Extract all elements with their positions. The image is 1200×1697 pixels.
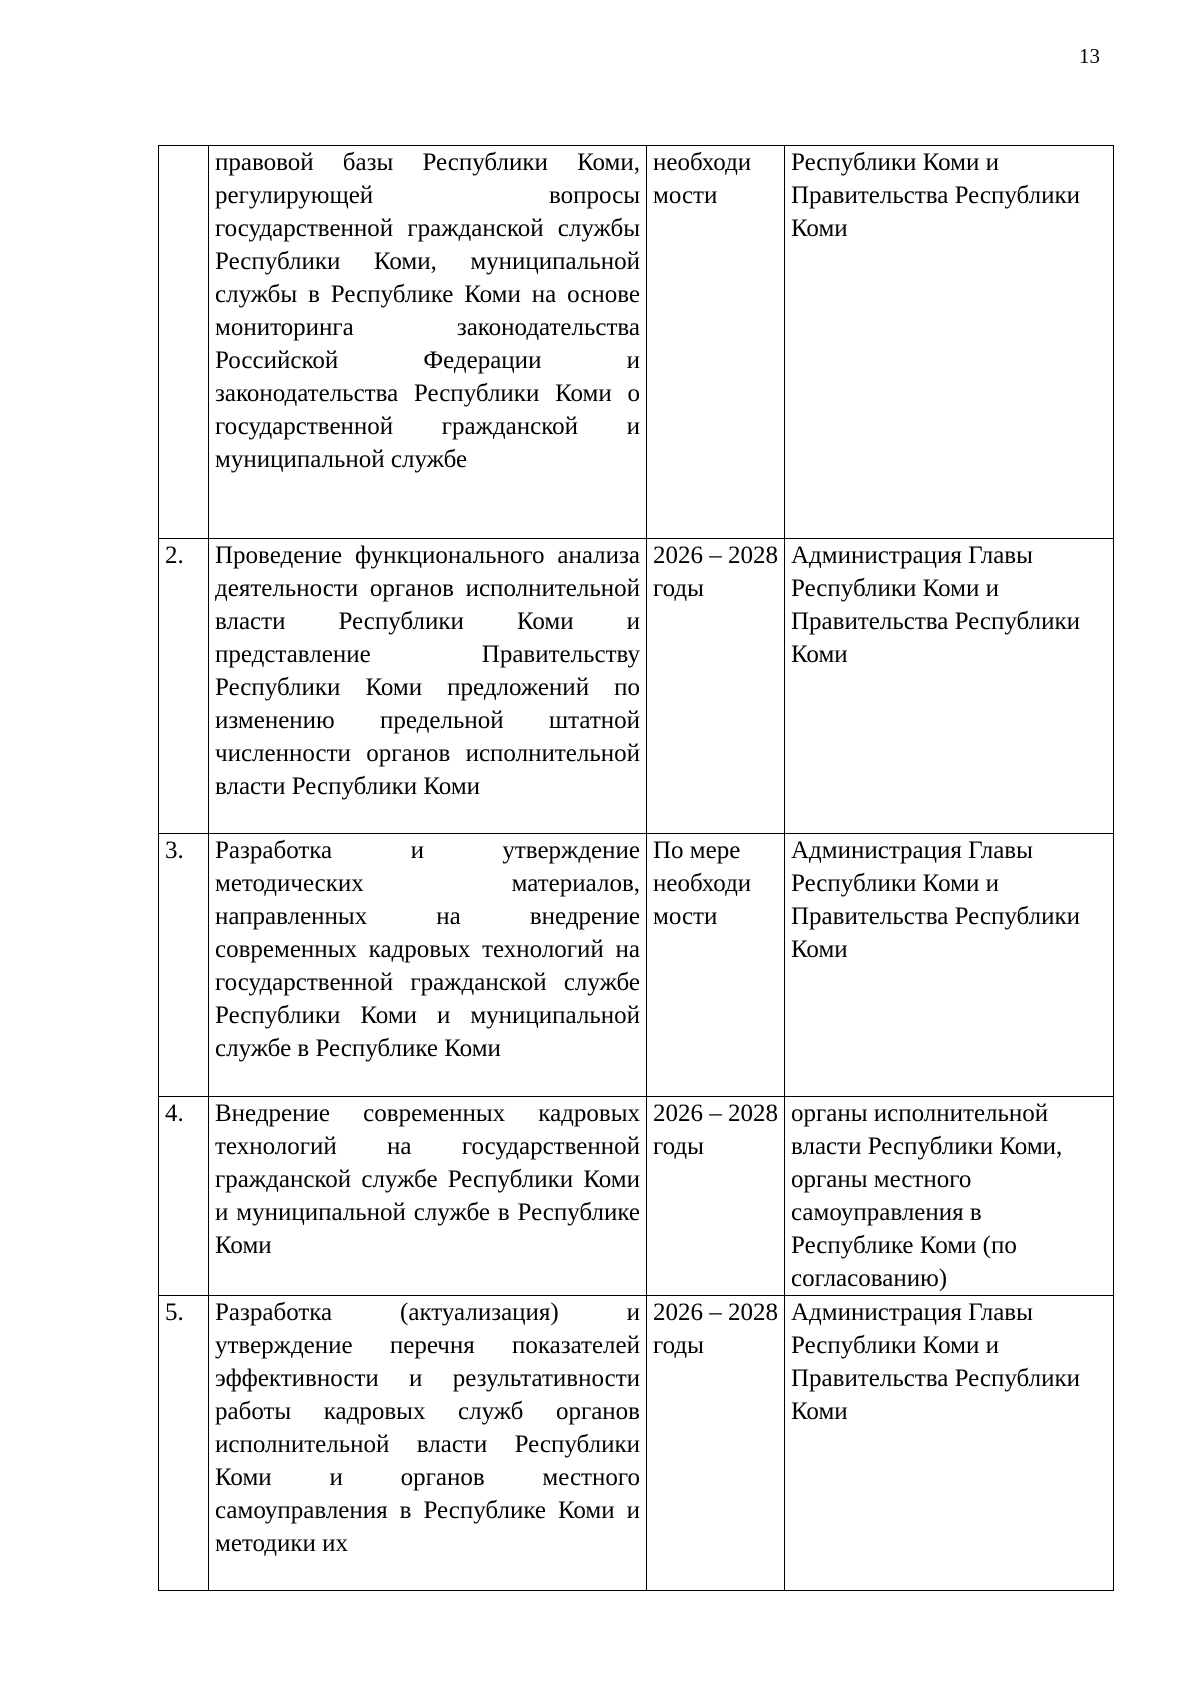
table-row (159, 834, 1114, 1097)
measure-text: правовой базы Республики Коми, регулирующей вопросы государственной гражданской службы Республики Коми, муниципальной службы в Республике Коми на основе мониторинга законодательства Российской Федерации и законодательства Республики Коми о государственной гражданской и муниципальной службе (209, 146, 647, 539)
executor-text: Республики Коми и Правительства Республики Коми (785, 146, 1114, 539)
page-number: 13 (1079, 44, 1100, 68)
table-row (159, 539, 1114, 834)
executor-text: органы исполнительной власти Республики Коми, органы местного самоуправления в Республике Коми (по согласованию) (785, 1097, 1114, 1296)
measure-text: Разработка и утверждение методических материалов, направленных на внедрение современных кадровых технологий на государственной гражданской службе Республики Коми и муниципальной службе в Республике Коми (209, 834, 647, 1097)
row-number: 4. (159, 1097, 209, 1296)
executor-text: Администрация Главы Республики Коми и Правительства Республики Коми (785, 834, 1114, 1097)
term-text: 2026 – 2028 годы (647, 1296, 785, 1591)
row-number: 3. (159, 834, 209, 1097)
measure-text: Проведение функционального анализа деятельности органов исполнительной власти Республики Коми и представление Правительству Республики Коми предложений по изменению предельной штатной численности органов исполнительной власти Республики Коми (209, 539, 647, 834)
term-text: По мере необходи мости (647, 834, 785, 1097)
executor-text: Администрация Главы Республики Коми и Правительства Республики Коми (785, 1296, 1114, 1591)
executor-text: Администрация Главы Республики Коми и Правительства Республики Коми (785, 539, 1114, 834)
row-number: 2. (159, 539, 209, 834)
term-text: 2026 – 2028 годы (647, 539, 785, 834)
term-text: 2026 – 2028 годы (647, 1097, 785, 1296)
term-text: необходи мости (647, 146, 785, 539)
measure-text: Разработка (актуализация) и утверждение перечня показателей эффективности и результативности работы кадровых служб органов исполнительной власти Республики Коми и органов местного самоуправления в Республике Коми и методики их (209, 1296, 647, 1591)
table-row (159, 146, 1114, 539)
table-row (159, 1296, 1114, 1591)
row-number (159, 146, 209, 539)
table-row (159, 1097, 1114, 1296)
measure-text: Внедрение современных кадровых технологий на государственной гражданской службе Республики Коми и муниципальной службе в Республике Коми (209, 1097, 647, 1296)
row-number: 5. (159, 1296, 209, 1591)
plan-table (158, 145, 1114, 1591)
